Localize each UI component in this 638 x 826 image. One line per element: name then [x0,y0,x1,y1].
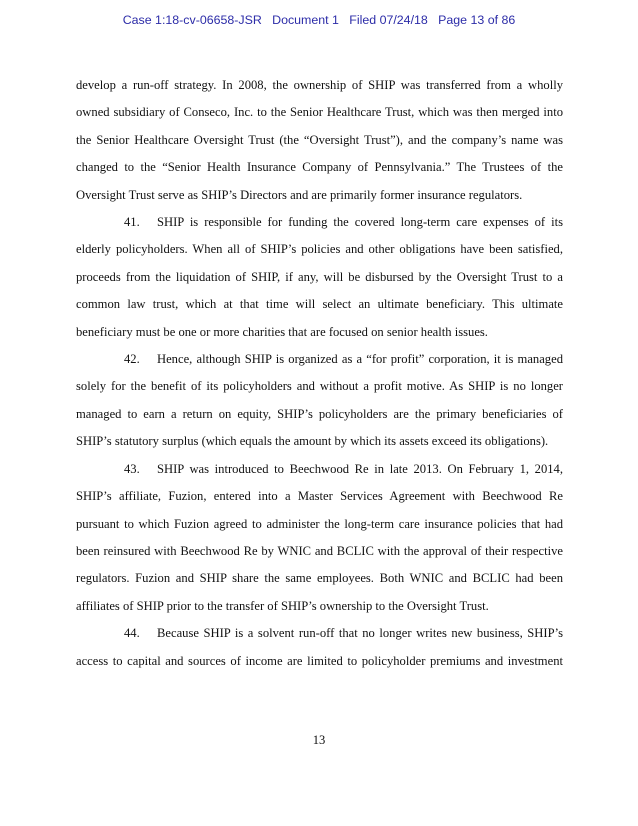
paragraph-text: SHIP was introduced to Beechwood Re in late 2013. On February 1, 2014, SHIP’s affiliate, Fuzion, entered into a Master Services Agreement with Beechwood Re pursuant to which Fuzion agreed to administer the long-term care insurance policies that had been reinsured with Beechwood Re by WNIC and BCLIC with the approval of their respective regulators. Fuzion and SHIP share the same employees. Both WNIC and BCLIC had been affiliates of SHIP prior to the transfer of SHIP’s ownership to the Oversight Trust. [76,461,563,613]
case-header: Case 1:18-cv-06658-JSR Document 1 Filed 07/24/18 Page 13 of 86 [122,13,516,27]
paragraph-number: 43. [124,461,140,476]
paragraph-continuation [76,72,563,209]
paragraph-44 [76,620,563,675]
document-body [76,72,563,675]
paragraph-text: develop a run-off strategy. In 2008, the ownership of SHIP was transferred from a wholly owned subsidiary of Conseco, Inc. to the Senior Healthcare Trust, which was then merged into the Senior Healthcare Oversight Trust (the “Oversight Trust”), and the company’s name was changed to the “Senior Health Insurance Company of Pennsylvania.” The Trustees of the Oversight Trust serve as SHIP’s Directors and are primarily former insurance regulators. [76,78,563,202]
paragraph-text: Hence, although SHIP is organized as a “for profit” corporation, it is managed solely for the benefit of its policyholders and without a profit motive. As SHIP is no longer managed to earn a return on equity, SHIP’s policyholders are the primary beneficiaries of SHIP’s statutory surplus (which equals the amount by which its assets exceed its obligations). [76,352,563,449]
paragraph-text: Because SHIP is a solvent run-off that no longer writes new business, SHIP’s access to capital and sources of income are limited to policyholder premiums and investment [76,626,563,668]
paragraph-number: 44. [124,626,140,641]
paragraph-42 [76,346,563,456]
paragraph-text: SHIP is responsible for funding the covered long-term care expenses of its elderly policyholders. When all of SHIP’s policies and other obligations have been satisfied, proceeds from the liquidation of SHIP, if any, will be disbursed by the Oversight Trust to a common law trust, which at that time will select an ultimate beneficiary. This ultimate beneficiary must be one or more charities that are focused on senior health issues. [76,215,563,339]
paragraph-43 [76,456,563,620]
paragraph-number: 42. [124,352,140,367]
paragraph-41 [76,209,563,346]
page-number: 13 [312,733,326,747]
paragraph-number: 41. [124,215,140,230]
